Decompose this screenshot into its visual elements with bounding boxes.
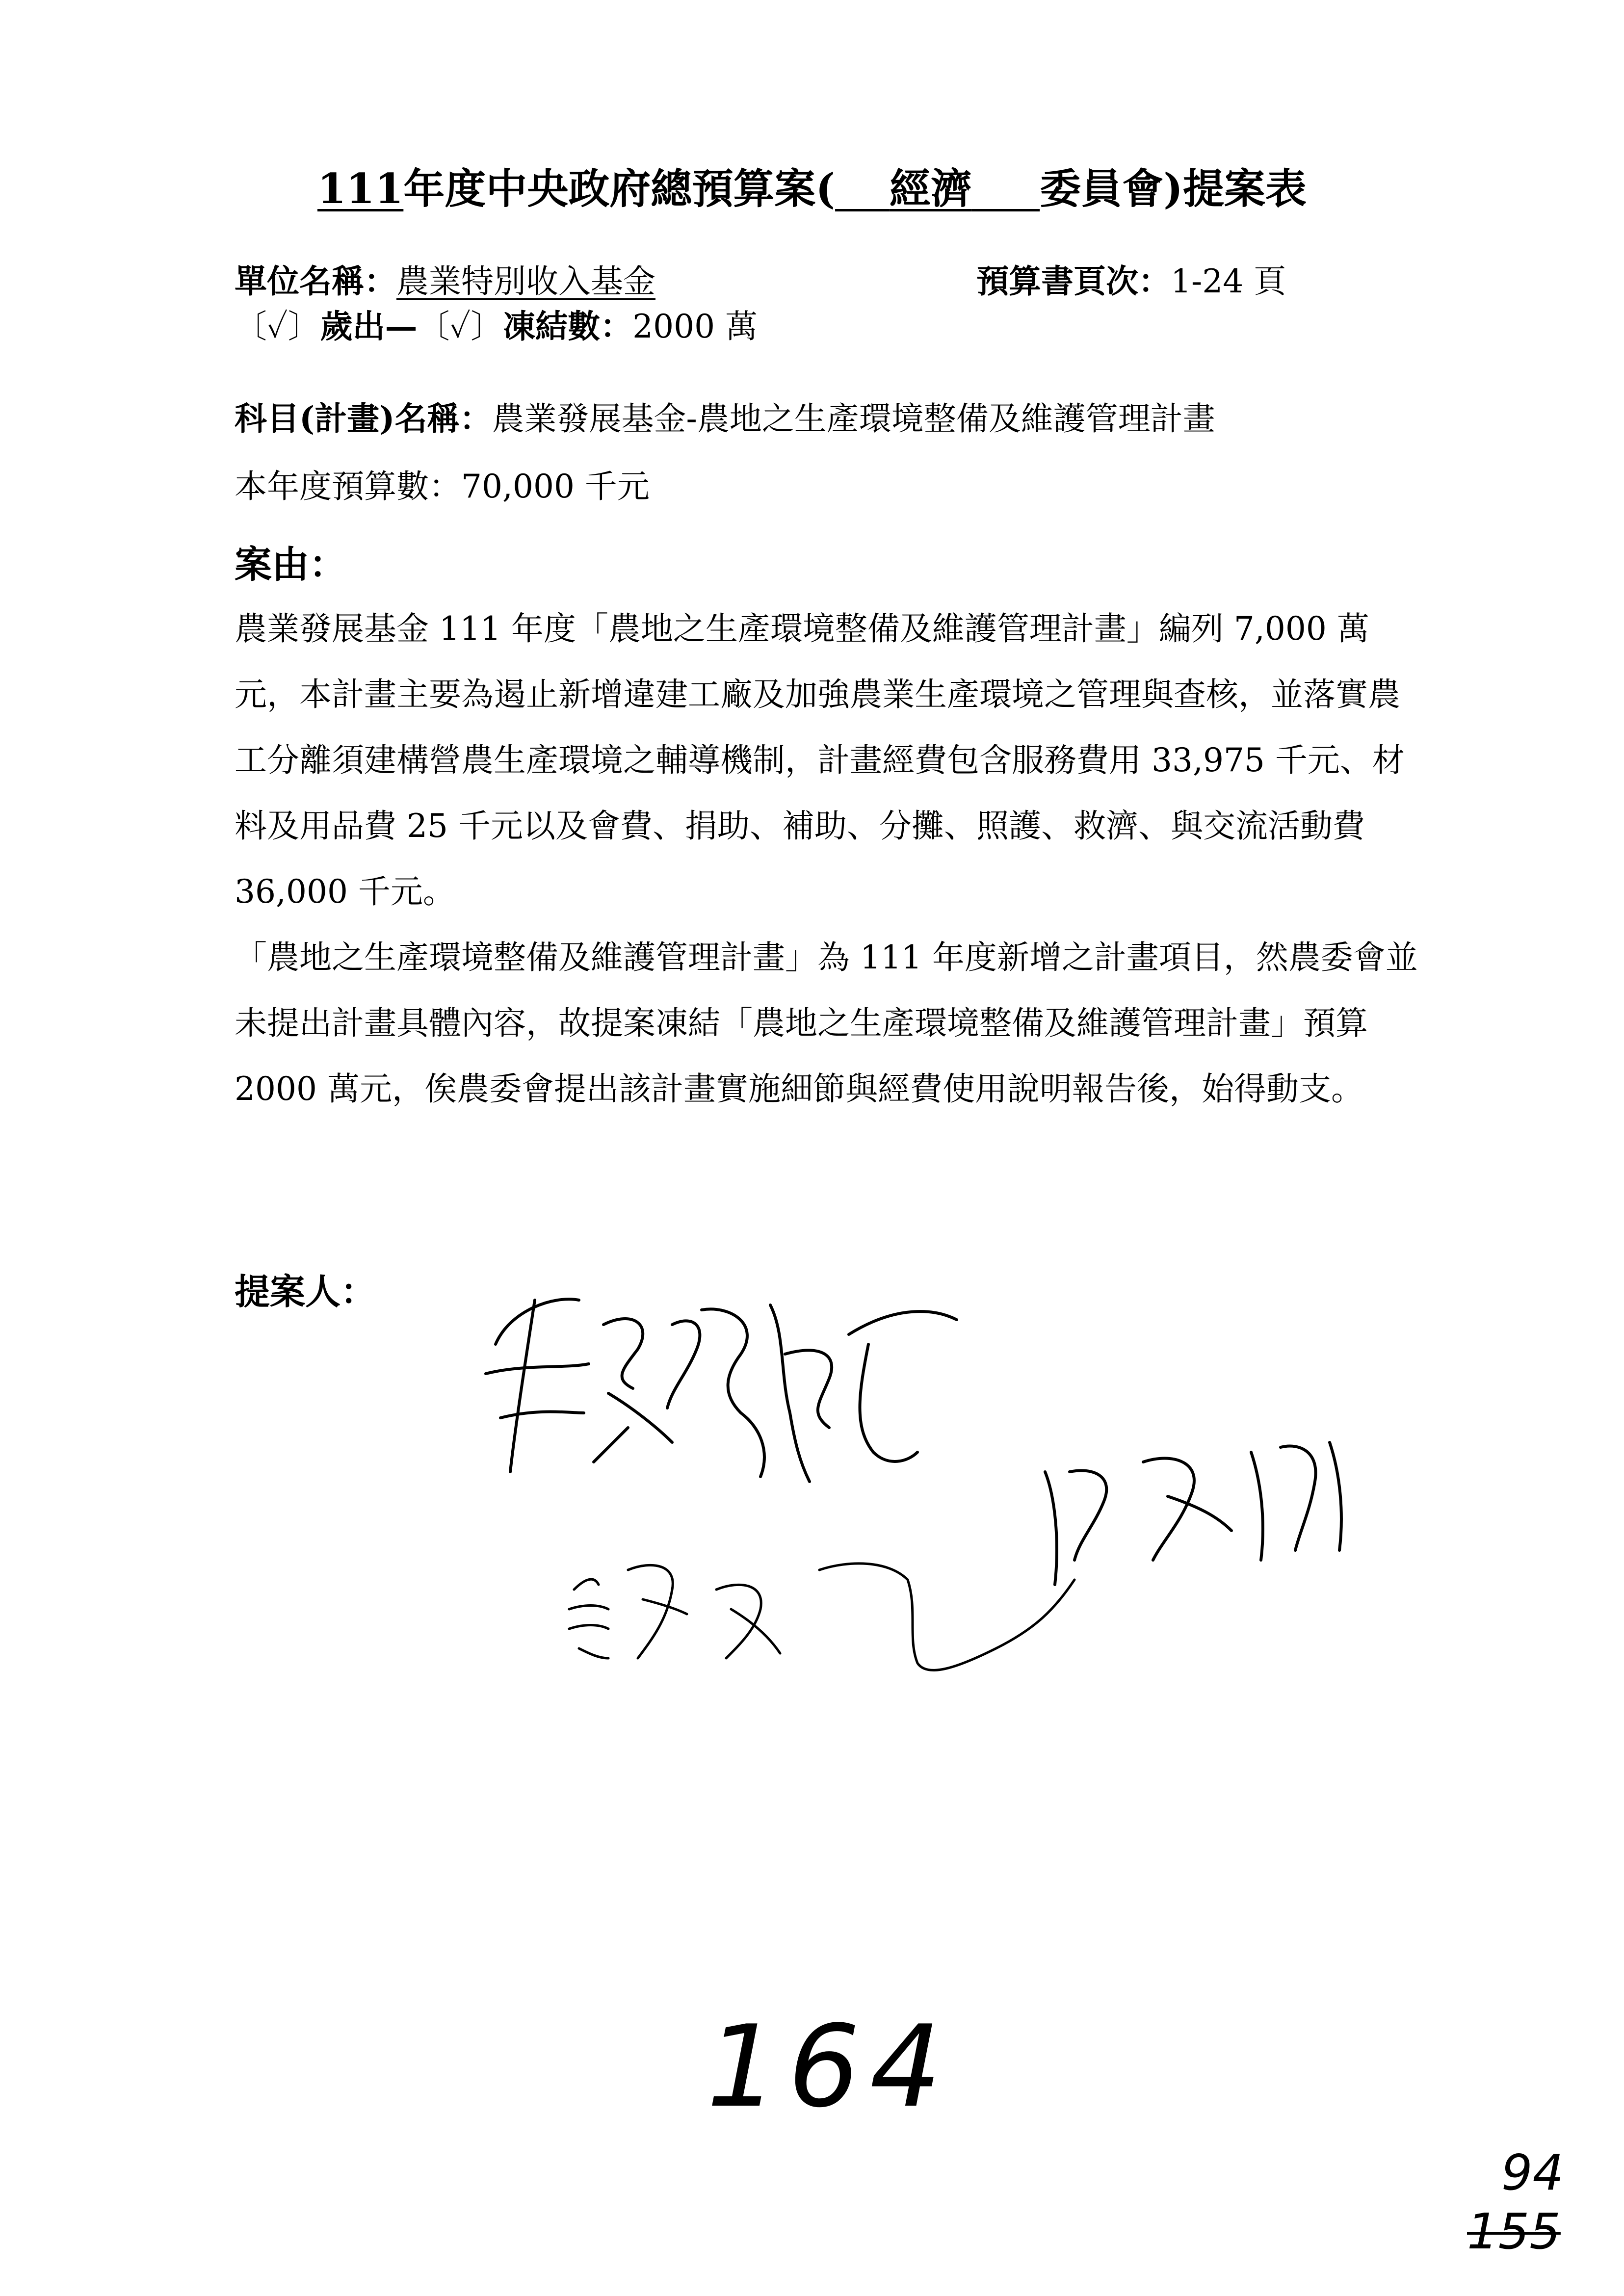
freeze-label: 凍結數：	[503, 307, 633, 345]
freeze-checkbox: 〔✓〕	[417, 308, 503, 345]
page-label: 預算書頁次：	[976, 262, 1171, 300]
unit-name-row	[235, 255, 655, 302]
expenditure-checkbox: 〔✓〕	[235, 308, 320, 345]
title-committee-blank	[835, 156, 1040, 215]
title-committee: 經濟	[889, 164, 972, 213]
unit-label: 單位名稱：	[235, 262, 396, 300]
budget-page-row	[976, 255, 1286, 302]
subject-label: 科目(計畫)名稱：	[235, 399, 492, 438]
expenditure-label: 歲出—	[320, 307, 418, 345]
subject-value: 農業發展基金-農地之生產環境整備及維護管理計畫	[492, 400, 1215, 438]
freeze-row	[235, 300, 758, 347]
freeze-value: 2000 萬	[632, 308, 758, 345]
title-suffix: 委員會)提案表	[1040, 164, 1307, 213]
reason-body	[235, 596, 1432, 1122]
corner-number-old: 155	[1467, 2203, 1561, 2260]
handwritten-page-number: 164	[707, 2002, 951, 2133]
signature-3	[569, 1564, 1074, 1670]
subject-row	[235, 392, 1215, 439]
title-year: 111	[317, 164, 404, 213]
title-prefix: 年度中央政府總預算案(	[403, 164, 836, 213]
reason-paragraph-1: 農業發展基金 111 年度「農地之生產環境整備及維護管理計畫」編列 7,000 萬元，本計畫主要為遏止新增違建工廠及加強農業生產環境之管理與查核，並落實農工分離須建構營農生產環境之輔導機制，計畫經費包含服務費用 33,975 千元、材料及用品費 25 千元以及會費、捐助、補助、分攤、照護、救濟、與交流活動費 36,000 千元。	[235, 610, 1405, 911]
signature-group	[466, 1266, 1398, 1707]
corner-number-new: 94	[1501, 2144, 1564, 2201]
budget-amount: 本年度預算數：70,000 千元	[235, 468, 650, 505]
reason-heading: 案由：	[235, 543, 346, 586]
page-title	[0, 156, 1624, 215]
signature-2	[667, 1305, 957, 1482]
reason-paragraph-2: 「農地之生產環境整備及維護管理計畫」為 111 年度新增之計畫項目，然農委會並未提出計畫具體內容，故提案凍結「農地之生產環境整備及維護管理計畫」預算 2000 萬元，俟農委會提出該計畫實施細節與經費使用說明報告後，始得動支。	[235, 939, 1418, 1108]
unit-value: 農業特別收入基金	[396, 262, 655, 300]
signature-1	[486, 1299, 672, 1472]
signature-4	[1045, 1442, 1341, 1585]
page-value: 1-24 頁	[1171, 262, 1286, 300]
proposer-label: 提案人：	[235, 1271, 376, 1312]
